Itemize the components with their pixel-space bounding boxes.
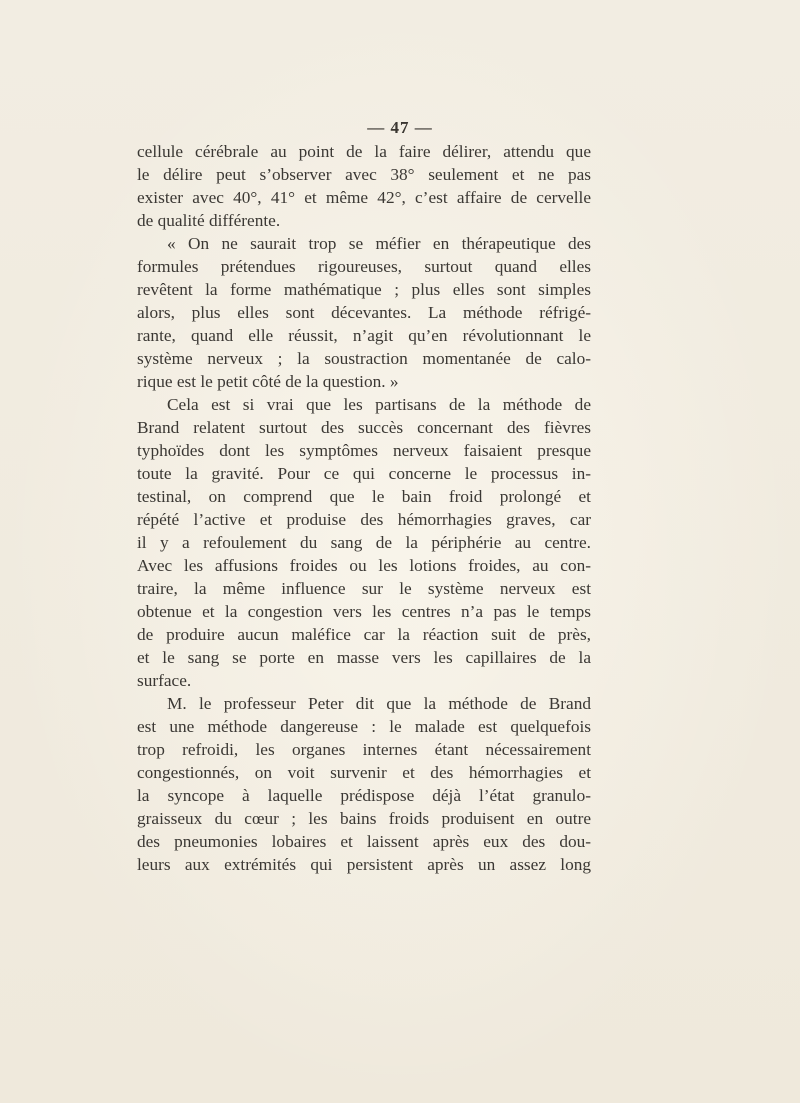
text-line: Cela est si vrai que les partisans de la méthode de [167, 395, 591, 414]
text-line: testinal, on comprend que le bain froid prolongé et [137, 487, 591, 506]
text-line: toute la gravité. Pour ce qui concerne le processus in- [137, 464, 591, 483]
text-line: Brand relatent surtout des succès concernant des fièvres [137, 418, 591, 437]
text-line: graisseux du cœur ; les bains froids produisent en outre [137, 809, 591, 828]
text-line: formules prétendues rigoureuses, surtout quand elles [137, 257, 591, 276]
text-line: surface. [137, 671, 192, 690]
body-text [137, 140, 591, 876]
text-line: cellule cérébrale au point de la faire délirer, attendu que [137, 142, 591, 161]
text-line: est une méthode dangereuse : le malade est quelquefois [137, 717, 591, 736]
text-line: Avec les affusions froides ou les lotions froides, au con- [137, 556, 591, 575]
text-line: répété l’active et produise des hémorrhagies graves, car [137, 510, 591, 529]
text-line: « On ne saurait trop se méfier en thérapeutique des [167, 234, 591, 253]
text-line: des pneumonies lobaires et laissent après eux des dou- [137, 832, 591, 851]
text-line: obtenue et la congestion vers les centres n’a pas le temps [137, 602, 591, 621]
text-line: leurs aux extrémités qui persistent après un assez long [137, 855, 591, 874]
text-line: alors, plus elles sont décevantes. La méthode réfrigé- [137, 303, 591, 322]
text-line: congestionnés, on voit survenir et des hémorrhagies et [137, 763, 591, 782]
text-line: la syncope à laquelle prédispose déjà l’état granulo- [137, 786, 591, 805]
page-number: — 47 — [367, 118, 433, 137]
text-line: typhoïdes dont les symptômes nerveux faisaient presque [137, 441, 591, 460]
text-line: revêtent la forme mathématique ; plus elles sont simples [137, 280, 591, 299]
text-line: M. le professeur Peter dit que la méthode de Brand [167, 694, 591, 713]
text-line: rante, quand elle réussit, n’agit qu’en révolutionnant le [137, 326, 591, 345]
text-line: traire, la même influence sur le système nerveux est [137, 579, 591, 598]
text-line: rique est le petit côté de la question. » [137, 372, 399, 391]
text-line: et le sang se porte en masse vers les capillaires de la [137, 648, 591, 667]
text-line: de qualité différente. [137, 211, 281, 230]
text-line: de produire aucun maléfice car la réaction suit de près, [137, 625, 591, 644]
text-line: exister avec 40°, 41° et même 42°, c’est affaire de cervelle [137, 188, 591, 207]
text-line: système nerveux ; la soustraction momentanée de calo- [137, 349, 591, 368]
text-line: trop refroidi, les organes internes étant nécessairement [137, 740, 591, 759]
text-line: il y a refoulement du sang de la périphérie au centre. [137, 533, 591, 552]
text-line: le délire peut s’observer avec 38° seulement et ne pas [137, 165, 591, 184]
